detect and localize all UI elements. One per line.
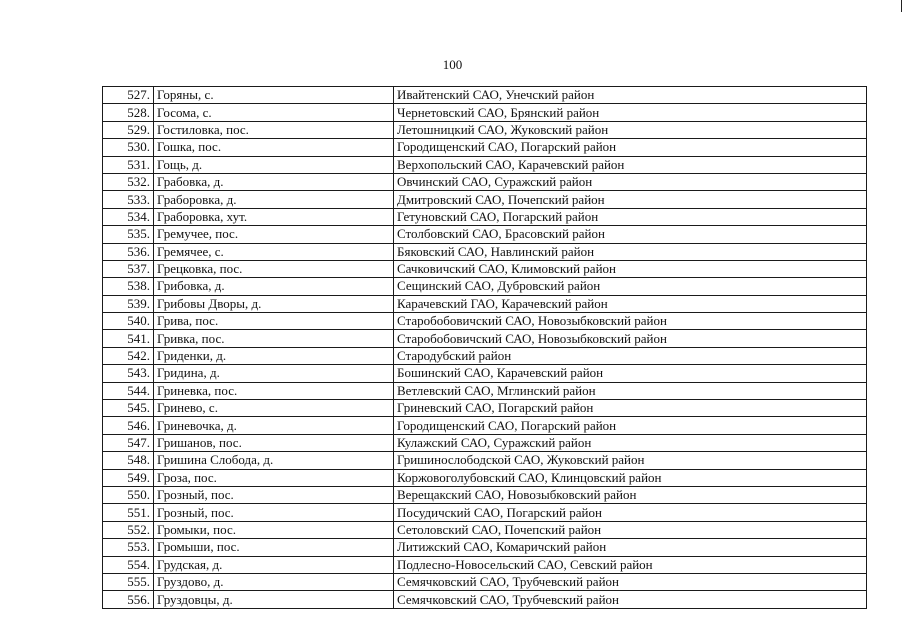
- administrative-unit-cell: Верещакский САО, Новозыбковский район: [394, 486, 867, 503]
- settlement-name-cell: Гринево, с.: [154, 400, 394, 417]
- administrative-unit-cell: Дмитровский САО, Почепский район: [394, 191, 867, 208]
- row-number-cell: 531.: [103, 156, 154, 173]
- table-row: [103, 191, 867, 208]
- table-row: [103, 87, 867, 104]
- table-row: [103, 417, 867, 434]
- administrative-unit-cell: Подлесно-Новосельский САО, Севский район: [394, 556, 867, 573]
- administrative-unit-cell: Семячковский САО, Трубчевский район: [394, 573, 867, 590]
- settlement-name-cell: Гремучее, пос.: [154, 226, 394, 243]
- scan-edge-mark: [901, 0, 902, 12]
- administrative-unit-cell: Семячковский САО, Трубчевский район: [394, 591, 867, 608]
- settlement-name-cell: Грива, пос.: [154, 313, 394, 330]
- row-number-cell: 549.: [103, 469, 154, 486]
- administrative-unit-cell: Литижский САО, Комаричский район: [394, 539, 867, 556]
- row-number-cell: 535.: [103, 226, 154, 243]
- settlement-name-cell: Гришанов, пос.: [154, 434, 394, 451]
- row-number-cell: 528.: [103, 104, 154, 121]
- table-row: [103, 156, 867, 173]
- settlement-name-cell: Гриневка, пос.: [154, 382, 394, 399]
- row-number-cell: 539.: [103, 295, 154, 312]
- row-number-cell: 551.: [103, 504, 154, 521]
- table-row: [103, 173, 867, 190]
- administrative-unit-cell: Посудичский САО, Погарский район: [394, 504, 867, 521]
- row-number-cell: 552.: [103, 521, 154, 538]
- settlement-name-cell: Гремячее, с.: [154, 243, 394, 260]
- settlement-name-cell: Грозный, пос.: [154, 486, 394, 503]
- row-number-cell: 548.: [103, 452, 154, 469]
- table-row: [103, 469, 867, 486]
- table-row: [103, 382, 867, 399]
- row-number-cell: 532.: [103, 173, 154, 190]
- administrative-unit-cell: Овчинский САО, Суражский район: [394, 173, 867, 190]
- table-row: [103, 434, 867, 451]
- administrative-unit-cell: Старобобовичский САО, Новозыбковский район: [394, 313, 867, 330]
- administrative-unit-cell: Старобобовичский САО, Новозыбковский район: [394, 330, 867, 347]
- settlement-name-cell: Грибовка, д.: [154, 278, 394, 295]
- administrative-unit-cell: Кулажский САО, Суражский район: [394, 434, 867, 451]
- row-number-cell: 533.: [103, 191, 154, 208]
- administrative-unit-cell: Гриневский САО, Погарский район: [394, 400, 867, 417]
- settlement-name-cell: Грудская, д.: [154, 556, 394, 573]
- administrative-unit-cell: Карачевский ГАО, Карачевский район: [394, 295, 867, 312]
- table-row: [103, 486, 867, 503]
- settlement-name-cell: Граборовка, хут.: [154, 208, 394, 225]
- settlement-name-cell: Гостиловка, пос.: [154, 121, 394, 138]
- table-row: [103, 400, 867, 417]
- administrative-unit-cell: Летошницкий САО, Жуковский район: [394, 121, 867, 138]
- table-row: [103, 539, 867, 556]
- settlement-name-cell: Госома, с.: [154, 104, 394, 121]
- administrative-unit-cell: Сачковичский САО, Климовский район: [394, 260, 867, 277]
- table-row: [103, 243, 867, 260]
- table-row: [103, 347, 867, 364]
- table-row: [103, 260, 867, 277]
- table-row: [103, 556, 867, 573]
- table-row: [103, 104, 867, 121]
- administrative-unit-cell: Коржовоголубовский САО, Клинцовский район: [394, 469, 867, 486]
- settlements-table: [102, 86, 867, 609]
- table-row: [103, 365, 867, 382]
- row-number-cell: 529.: [103, 121, 154, 138]
- administrative-unit-cell: Гетуновский САО, Погарский район: [394, 208, 867, 225]
- settlement-name-cell: Гривка, пос.: [154, 330, 394, 347]
- row-number-cell: 550.: [103, 486, 154, 503]
- row-number-cell: 547.: [103, 434, 154, 451]
- settlement-name-cell: Грибовы Дворы, д.: [154, 295, 394, 312]
- table-row: [103, 452, 867, 469]
- row-number-cell: 538.: [103, 278, 154, 295]
- administrative-unit-cell: Городищенский САО, Погарский район: [394, 417, 867, 434]
- row-number-cell: 540.: [103, 313, 154, 330]
- table-row: [103, 139, 867, 156]
- table-row: [103, 295, 867, 312]
- table-row: [103, 330, 867, 347]
- row-number-cell: 541.: [103, 330, 154, 347]
- page-number: 100: [442, 57, 463, 72]
- administrative-unit-cell: Столбовский САО, Брасовский район: [394, 226, 867, 243]
- settlement-name-cell: Груздовцы, д.: [154, 591, 394, 608]
- administrative-unit-cell: Сетоловский САО, Почепский район: [394, 521, 867, 538]
- settlement-name-cell: Гришина Слобода, д.: [154, 452, 394, 469]
- administrative-unit-cell: Ивайтенский САО, Унечский район: [394, 87, 867, 104]
- settlement-name-cell: Гошка, пос.: [154, 139, 394, 156]
- row-number-cell: 544.: [103, 382, 154, 399]
- row-number-cell: 545.: [103, 400, 154, 417]
- settlement-name-cell: Гроза, пос.: [154, 469, 394, 486]
- row-number-cell: 556.: [103, 591, 154, 608]
- row-number-cell: 542.: [103, 347, 154, 364]
- table-body: [103, 87, 867, 609]
- administrative-unit-cell: Чернетовский САО, Брянский район: [394, 104, 867, 121]
- row-number-cell: 534.: [103, 208, 154, 225]
- settlement-name-cell: Груздово, д.: [154, 573, 394, 590]
- settlement-name-cell: Грозный, пос.: [154, 504, 394, 521]
- settlement-name-cell: Грабовка, д.: [154, 173, 394, 190]
- row-number-cell: 530.: [103, 139, 154, 156]
- administrative-unit-cell: Стародубский район: [394, 347, 867, 364]
- table-row: [103, 591, 867, 608]
- table-row: [103, 521, 867, 538]
- settlement-name-cell: Гридина, д.: [154, 365, 394, 382]
- row-number-cell: 537.: [103, 260, 154, 277]
- administrative-unit-cell: Бяковский САО, Навлинский район: [394, 243, 867, 260]
- settlement-name-cell: Гриденки, д.: [154, 347, 394, 364]
- administrative-unit-cell: Гришинослободской САО, Жуковский район: [394, 452, 867, 469]
- administrative-unit-cell: Бошинский САО, Карачевский район: [394, 365, 867, 382]
- table-row: [103, 121, 867, 138]
- table-row: [103, 313, 867, 330]
- row-number-cell: 546.: [103, 417, 154, 434]
- row-number-cell: 553.: [103, 539, 154, 556]
- settlement-name-cell: Гриневочка, д.: [154, 417, 394, 434]
- settlement-name-cell: Горяны, с.: [154, 87, 394, 104]
- table-row: [103, 504, 867, 521]
- administrative-unit-cell: Городищенский САО, Погарский район: [394, 139, 867, 156]
- table-row: [103, 573, 867, 590]
- settlement-name-cell: Грецковка, пос.: [154, 260, 394, 277]
- row-number-cell: 527.: [103, 87, 154, 104]
- table-row: [103, 278, 867, 295]
- row-number-cell: 536.: [103, 243, 154, 260]
- settlement-name-cell: Громыши, пос.: [154, 539, 394, 556]
- administrative-unit-cell: Сещинский САО, Дубровский район: [394, 278, 867, 295]
- table-row: [103, 226, 867, 243]
- administrative-unit-cell: Верхопольский САО, Карачевский район: [394, 156, 867, 173]
- settlement-name-cell: Гощь, д.: [154, 156, 394, 173]
- row-number-cell: 554.: [103, 556, 154, 573]
- administrative-unit-cell: Ветлевский САО, Мглинский район: [394, 382, 867, 399]
- settlement-name-cell: Граборовка, д.: [154, 191, 394, 208]
- row-number-cell: 543.: [103, 365, 154, 382]
- table-row: [103, 208, 867, 225]
- row-number-cell: 555.: [103, 573, 154, 590]
- settlement-name-cell: Громыки, пос.: [154, 521, 394, 538]
